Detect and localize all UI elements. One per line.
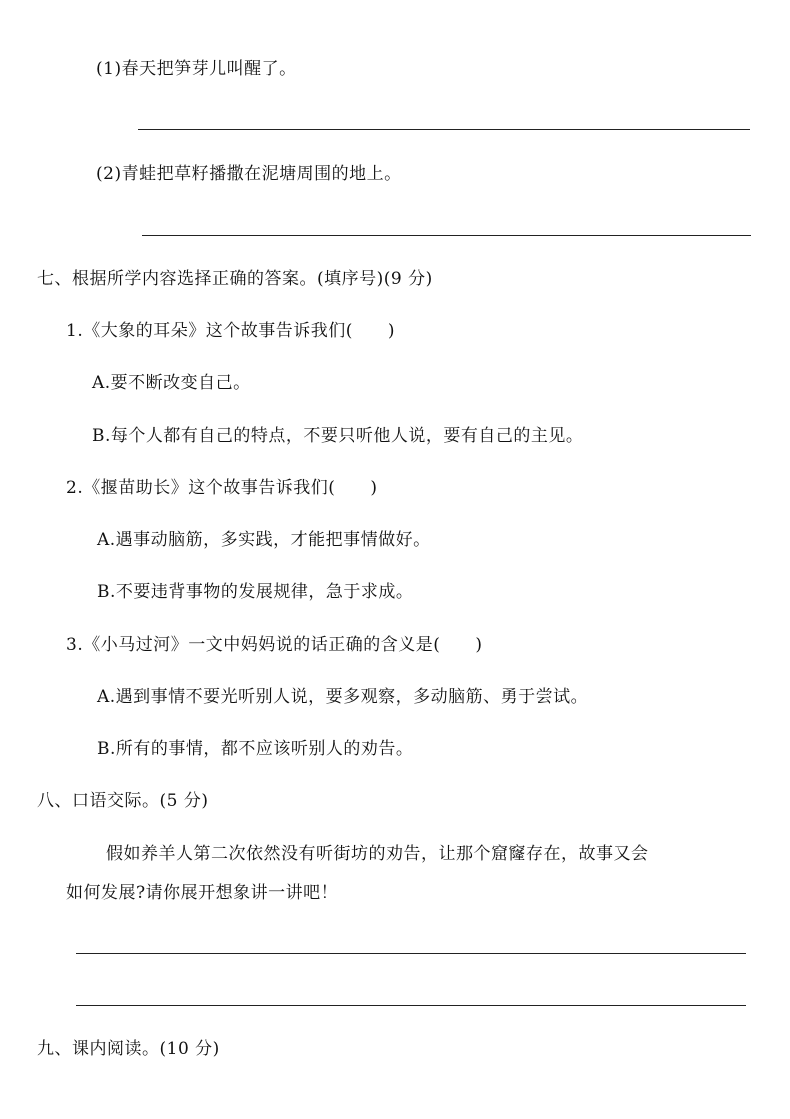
sentence-1: (1)春天把笋芽儿叫醒了。 [96, 59, 297, 79]
answer-line-2[interactable] [142, 235, 751, 236]
question-1-option-b: B.每个人都有自己的特点，不要只听他人说，要有自己的主见。 [92, 426, 584, 446]
answer-line-4[interactable] [76, 1005, 746, 1006]
section-heading-9: 九、课内阅读。(10 分) [37, 1039, 220, 1059]
question-3-option-a: A.遇到事情不要光听别人说，要多观察，多动脑筋、勇于尝试。 [97, 687, 589, 707]
section-heading-7: 七、根据所学内容选择正确的答案。(填序号)(9 分) [37, 269, 433, 289]
question-3-option-b: B.所有的事情，都不应该听别人的劝告。 [97, 739, 414, 759]
question-3-stem: 3.《小马过河》一文中妈妈说的话正确的含义是( ) [66, 635, 483, 655]
sentence-2: (2)青蛙把草籽播撒在泥塘周围的地上。 [96, 164, 402, 184]
question-1-stem: 1.《大象的耳朵》这个故事告诉我们( ) [66, 321, 395, 341]
question-2-stem: 2.《揠苗助长》这个故事告诉我们( ) [66, 478, 378, 498]
speaking-prompt-line-2: 如何发展?请你展开想象讲一讲吧！ [66, 883, 339, 903]
answer-line-1[interactable] [138, 129, 750, 130]
question-2-option-a: A.遇事动脑筋，多实践，才能把事情做好。 [97, 530, 431, 550]
section-heading-8: 八、口语交际。(5 分) [37, 791, 209, 811]
question-2-option-b: B.不要违背事物的发展规律，急于求成。 [97, 582, 414, 602]
speaking-prompt-line-1: 假如养羊人第二次依然没有听街坊的劝告，让那个窟窿存在，故事又会 [106, 844, 649, 864]
answer-line-3[interactable] [76, 953, 746, 954]
question-1-option-a: A.要不断改变自己。 [92, 373, 251, 393]
